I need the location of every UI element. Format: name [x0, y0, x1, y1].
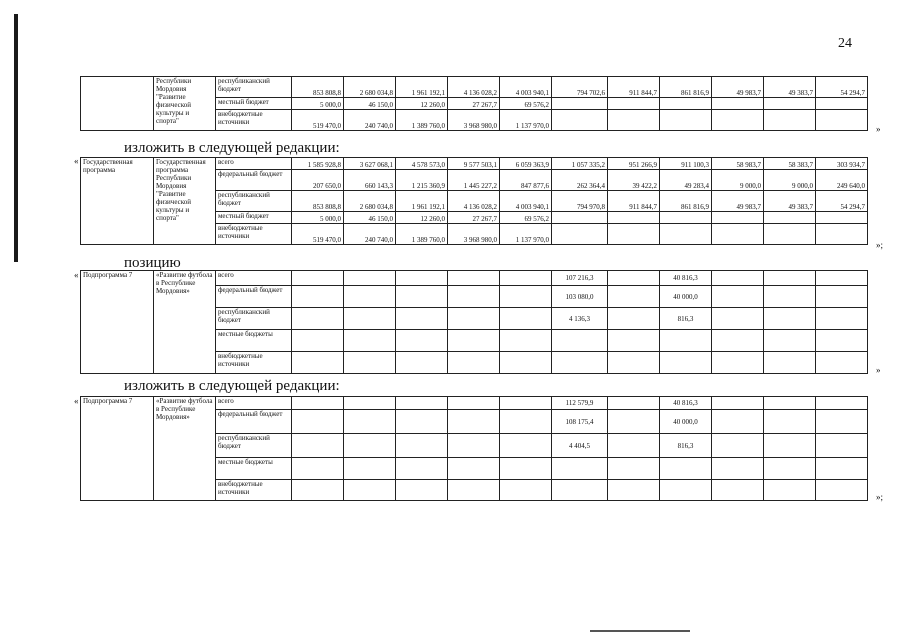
value-cell: 9 000,0 — [712, 170, 764, 191]
value-cell: 262 364,4 — [552, 170, 608, 191]
value-cell: 58 383,7 — [764, 158, 816, 170]
value-cell: 951 266,9 — [608, 158, 660, 170]
status-cell — [81, 77, 154, 131]
closing-quote-1: » — [876, 124, 881, 134]
value-cell — [816, 410, 868, 434]
value-cell — [344, 308, 396, 330]
table-block-2 — [80, 157, 868, 245]
funding-source-label: всего — [216, 271, 292, 286]
value-cell: 1 961 192,1 — [396, 77, 448, 98]
value-cell — [292, 397, 344, 410]
value-cell: 40 000,0 — [660, 286, 712, 308]
status-cell: Государственная программа — [81, 158, 154, 245]
funding-source-label: федеральный бюджет — [216, 410, 292, 434]
funding-source-label: республиканский бюджет — [216, 191, 292, 212]
value-cell — [344, 410, 396, 434]
value-cell — [712, 410, 764, 434]
value-cell — [500, 434, 552, 458]
value-cell — [764, 212, 816, 224]
value-cell — [764, 224, 816, 245]
value-cell — [816, 352, 868, 374]
value-cell — [608, 308, 660, 330]
value-cell: 5 000,0 — [292, 212, 344, 224]
value-cell — [712, 458, 764, 480]
value-cell — [500, 286, 552, 308]
value-cell — [816, 212, 868, 224]
page-number: 24 — [838, 36, 852, 51]
value-cell: 3 627 068,1 — [344, 158, 396, 170]
value-cell — [712, 352, 764, 374]
value-cell: 3 968 980,0 — [448, 224, 500, 245]
value-cell — [712, 224, 764, 245]
value-cell: 112 579,9 — [552, 397, 608, 410]
closing-quote-3: » — [876, 365, 881, 375]
value-cell — [448, 308, 500, 330]
value-cell — [712, 308, 764, 330]
value-cell — [712, 434, 764, 458]
value-cell — [448, 397, 500, 410]
value-cell: 861 816,9 — [660, 191, 712, 212]
value-cell — [500, 458, 552, 480]
program-name-cell: «Развитие футбола в Республике Мордовия» — [154, 271, 216, 374]
value-cell: 2 680 034,8 — [344, 191, 396, 212]
value-cell: 12 260,0 — [396, 212, 448, 224]
table-row — [81, 397, 868, 410]
value-cell: 303 934,7 — [816, 158, 868, 170]
value-cell — [500, 352, 552, 374]
status-cell: Подпрограмма 7 — [81, 271, 154, 374]
value-cell — [764, 98, 816, 110]
heading-position: позицию — [124, 255, 181, 271]
funding-source-label: федеральный бюджет — [216, 286, 292, 308]
value-cell — [448, 458, 500, 480]
value-cell: 1 389 760,0 — [396, 224, 448, 245]
funding-source-label: федеральный бюджет — [216, 170, 292, 191]
value-cell — [712, 480, 764, 501]
value-cell — [608, 271, 660, 286]
program-name-cell: «Развитие футбола в Республике Мордовия» — [154, 397, 216, 501]
value-cell — [292, 271, 344, 286]
value-cell: 3 968 980,0 — [448, 110, 500, 131]
value-cell — [764, 110, 816, 131]
value-cell — [816, 98, 868, 110]
value-cell — [660, 352, 712, 374]
funding-source-label: местный бюджет — [216, 98, 292, 110]
value-cell — [292, 410, 344, 434]
value-cell — [764, 352, 816, 374]
value-cell — [816, 480, 868, 501]
value-cell — [344, 480, 396, 501]
value-cell: 9 000,0 — [764, 170, 816, 191]
value-cell — [764, 458, 816, 480]
value-cell — [344, 271, 396, 286]
table-row — [81, 271, 868, 286]
value-cell — [344, 330, 396, 352]
value-cell — [344, 352, 396, 374]
value-cell — [608, 352, 660, 374]
value-cell: 4 404,5 — [552, 434, 608, 458]
value-cell — [608, 98, 660, 110]
value-cell — [552, 212, 608, 224]
value-cell: 69 576,2 — [500, 98, 552, 110]
value-cell: 816,3 — [660, 308, 712, 330]
value-cell — [712, 330, 764, 352]
program-name-cell: Республики Мордовия "Развитие физической культуры и спорта" — [154, 77, 216, 131]
value-cell — [764, 330, 816, 352]
value-cell — [552, 110, 608, 131]
value-cell: 40 816,3 — [660, 271, 712, 286]
value-cell — [552, 458, 608, 480]
value-cell — [764, 434, 816, 458]
value-cell — [608, 480, 660, 501]
value-cell: 1 137 970,0 — [500, 110, 552, 131]
value-cell — [816, 110, 868, 131]
value-cell — [608, 286, 660, 308]
value-cell — [396, 397, 448, 410]
heading-replace-2: изложить в следующей редакции: — [124, 378, 340, 394]
value-cell — [396, 458, 448, 480]
value-cell: 54 294,7 — [816, 191, 868, 212]
value-cell — [816, 224, 868, 245]
value-cell: 108 175,4 — [552, 410, 608, 434]
value-cell — [344, 397, 396, 410]
value-cell: 207 650,0 — [292, 170, 344, 191]
value-cell — [500, 308, 552, 330]
funding-source-label: внебюджетные источники — [216, 224, 292, 245]
value-cell — [608, 330, 660, 352]
value-cell — [448, 434, 500, 458]
value-cell — [396, 352, 448, 374]
value-cell — [608, 224, 660, 245]
value-cell: 1 215 360,9 — [396, 170, 448, 191]
value-cell — [608, 397, 660, 410]
value-cell — [552, 330, 608, 352]
value-cell — [292, 352, 344, 374]
value-cell — [396, 308, 448, 330]
value-cell: 107 216,3 — [552, 271, 608, 286]
funding-source-label: республиканский бюджет — [216, 308, 292, 330]
value-cell — [344, 458, 396, 480]
value-cell: 240 740,0 — [344, 110, 396, 131]
value-cell — [608, 110, 660, 131]
value-cell: 49 983,7 — [712, 191, 764, 212]
value-cell: 5 000,0 — [292, 98, 344, 110]
value-cell — [292, 330, 344, 352]
value-cell: 911 844,7 — [608, 191, 660, 212]
value-cell — [816, 458, 868, 480]
value-cell — [396, 480, 448, 501]
value-cell — [608, 212, 660, 224]
value-cell: 794 970,8 — [552, 191, 608, 212]
value-cell — [764, 271, 816, 286]
value-cell — [712, 397, 764, 410]
value-cell — [448, 410, 500, 434]
closing-quote-2: »; — [876, 240, 884, 250]
value-cell — [660, 480, 712, 501]
value-cell: 1 389 760,0 — [396, 110, 448, 131]
value-cell — [448, 271, 500, 286]
funding-source-label: внебюджетные источники — [216, 110, 292, 131]
value-cell — [764, 410, 816, 434]
funding-source-label: всего — [216, 397, 292, 410]
value-cell: 519 470,0 — [292, 224, 344, 245]
value-cell — [660, 458, 712, 480]
funding-source-label: местные бюджеты — [216, 330, 292, 352]
value-cell — [608, 410, 660, 434]
value-cell — [448, 480, 500, 501]
value-cell — [816, 434, 868, 458]
value-cell — [292, 480, 344, 501]
value-cell — [500, 397, 552, 410]
value-cell — [608, 434, 660, 458]
value-cell: 1 137 970,0 — [500, 224, 552, 245]
value-cell — [396, 410, 448, 434]
value-cell: 46 150,0 — [344, 212, 396, 224]
value-cell — [816, 271, 868, 286]
value-cell — [344, 434, 396, 458]
funding-source-label: внебюджетные источники — [216, 352, 292, 374]
value-cell — [712, 98, 764, 110]
program-name-cell: Государственная программа Республики Мордовия "Развитие физической культуры и спорта" — [154, 158, 216, 245]
value-cell — [712, 110, 764, 131]
value-cell — [712, 212, 764, 224]
value-cell — [448, 352, 500, 374]
value-cell — [660, 224, 712, 245]
value-cell: 1 585 928,8 — [292, 158, 344, 170]
value-cell — [764, 308, 816, 330]
opening-quote-2: « — [74, 156, 79, 166]
funding-source-label: республиканский бюджет — [216, 77, 292, 98]
value-cell: 853 808,8 — [292, 191, 344, 212]
value-cell: 49 383,7 — [764, 191, 816, 212]
value-cell: 794 702,6 — [552, 77, 608, 98]
value-cell — [712, 286, 764, 308]
value-cell — [292, 308, 344, 330]
opening-quote-3: « — [74, 270, 79, 280]
value-cell — [552, 480, 608, 501]
value-cell — [396, 434, 448, 458]
funding-source-label: местный бюджет — [216, 212, 292, 224]
value-cell: 4 003 940,1 — [500, 77, 552, 98]
funding-source-label: республиканский бюджет — [216, 434, 292, 458]
value-cell: 103 080,0 — [552, 286, 608, 308]
value-cell: 27 267,7 — [448, 212, 500, 224]
value-cell — [500, 271, 552, 286]
value-cell — [292, 434, 344, 458]
status-cell: Подпрограмма 7 — [81, 397, 154, 501]
value-cell: 46 150,0 — [344, 98, 396, 110]
value-cell: 12 260,0 — [396, 98, 448, 110]
value-cell — [448, 330, 500, 352]
value-cell: 69 576,2 — [500, 212, 552, 224]
value-cell: 40 816,3 — [660, 397, 712, 410]
scan-edge-bar — [14, 14, 18, 262]
value-cell: 9 577 503,1 — [448, 158, 500, 170]
value-cell — [660, 212, 712, 224]
value-cell — [660, 330, 712, 352]
value-cell — [816, 308, 868, 330]
value-cell: 4 003 940,1 — [500, 191, 552, 212]
value-cell — [552, 224, 608, 245]
value-cell: 6 059 363,9 — [500, 158, 552, 170]
value-cell: 861 816,9 — [660, 77, 712, 98]
table-block-3 — [80, 270, 868, 374]
value-cell: 660 143,3 — [344, 170, 396, 191]
value-cell — [552, 98, 608, 110]
value-cell: 49 383,7 — [764, 77, 816, 98]
value-cell — [396, 271, 448, 286]
value-cell: 519 470,0 — [292, 110, 344, 131]
value-cell: 54 294,7 — [816, 77, 868, 98]
value-cell: 4 578 573,0 — [396, 158, 448, 170]
table-row — [81, 77, 868, 98]
value-cell — [292, 458, 344, 480]
value-cell: 1 057 335,2 — [552, 158, 608, 170]
value-cell — [816, 286, 868, 308]
value-cell: 847 877,6 — [500, 170, 552, 191]
value-cell — [292, 286, 344, 308]
opening-quote-4: « — [74, 396, 79, 406]
value-cell — [500, 480, 552, 501]
value-cell — [500, 330, 552, 352]
table-block-4 — [80, 396, 868, 501]
value-cell: 4 136,3 — [552, 308, 608, 330]
value-cell: 58 983,7 — [712, 158, 764, 170]
value-cell — [344, 286, 396, 308]
value-cell: 911 844,7 — [608, 77, 660, 98]
table-block-1 — [80, 76, 868, 131]
value-cell — [764, 286, 816, 308]
table-row — [81, 158, 868, 170]
value-cell: 4 136 028,2 — [448, 77, 500, 98]
closing-quote-4: »; — [876, 492, 884, 502]
funding-source-label: всего — [216, 158, 292, 170]
scan-mark — [590, 630, 690, 632]
value-cell — [660, 110, 712, 131]
value-cell: 49 283,4 — [660, 170, 712, 191]
value-cell: 1 445 227,2 — [448, 170, 500, 191]
value-cell — [660, 98, 712, 110]
value-cell: 240 740,0 — [344, 224, 396, 245]
value-cell — [552, 352, 608, 374]
value-cell: 49 983,7 — [712, 77, 764, 98]
value-cell — [396, 286, 448, 308]
value-cell: 249 640,0 — [816, 170, 868, 191]
value-cell — [608, 458, 660, 480]
value-cell — [764, 397, 816, 410]
value-cell — [816, 397, 868, 410]
value-cell: 1 961 192,1 — [396, 191, 448, 212]
value-cell: 40 000,0 — [660, 410, 712, 434]
value-cell — [396, 330, 448, 352]
value-cell: 27 267,7 — [448, 98, 500, 110]
value-cell — [764, 480, 816, 501]
funding-source-label: внебюджетные источники — [216, 480, 292, 501]
funding-source-label: местные бюджеты — [216, 458, 292, 480]
value-cell: 911 100,3 — [660, 158, 712, 170]
value-cell: 39 422,2 — [608, 170, 660, 191]
value-cell — [816, 330, 868, 352]
value-cell: 4 136 028,2 — [448, 191, 500, 212]
value-cell — [448, 286, 500, 308]
value-cell: 853 808,8 — [292, 77, 344, 98]
value-cell: 816,3 — [660, 434, 712, 458]
value-cell — [500, 410, 552, 434]
value-cell: 2 680 034,8 — [344, 77, 396, 98]
value-cell — [712, 271, 764, 286]
heading-replace-1: изложить в следующей редакции: — [124, 140, 340, 156]
